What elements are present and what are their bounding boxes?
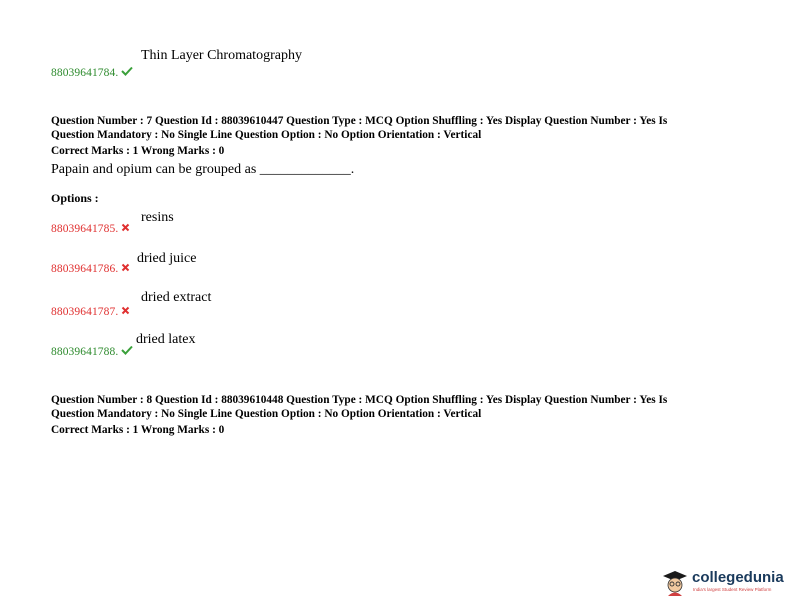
check-icon xyxy=(121,342,133,360)
option-row xyxy=(51,63,133,81)
option-id: 88039641786. xyxy=(51,263,119,275)
question-meta: Question Number : 7 Question Id : 88039610447 Question Type : MCQ Option Shuffling : Yes Display Question Number : Yes Is xyxy=(51,115,668,127)
option-id: 88039641787. xyxy=(51,306,119,318)
option-text: dried latex xyxy=(136,332,196,347)
option-row xyxy=(51,342,133,360)
option-id: 88039641788. xyxy=(51,346,119,358)
option-id: 88039641784. xyxy=(51,67,119,79)
logo-tagline: India's largest Student Review Platform xyxy=(693,587,772,592)
option-text: dried juice xyxy=(137,251,197,266)
question-marks: Correct Marks : 1 Wrong Marks : 0 xyxy=(51,145,225,157)
option-text: dried extract xyxy=(141,290,212,305)
question-meta: Question Mandatory : No Single Line Question Option : No Option Orientation : Vertical xyxy=(51,129,482,141)
cross-icon xyxy=(121,302,130,320)
check-icon xyxy=(121,63,133,81)
cross-icon xyxy=(121,259,130,277)
logo-brand: collegedunia xyxy=(692,569,784,586)
options-label: Options : xyxy=(51,191,99,205)
option-row xyxy=(51,219,130,237)
option-text: resins xyxy=(141,210,174,225)
question-marks: Correct Marks : 1 Wrong Marks : 0 xyxy=(51,424,225,436)
question-meta: Question Mandatory : No Single Line Question Option : No Option Orientation : Vertical xyxy=(51,408,482,420)
graduate-mascot-icon xyxy=(660,568,690,603)
option-row xyxy=(51,302,130,320)
option-text: Thin Layer Chromatography xyxy=(141,48,302,63)
cross-icon xyxy=(121,219,130,237)
option-row xyxy=(51,259,130,277)
question-stem: Papain and opium can be grouped as _____________. xyxy=(51,162,355,177)
question-meta: Question Number : 8 Question Id : 88039610448 Question Type : MCQ Option Shuffling : Yes Display Question Number : Yes Is xyxy=(51,394,668,406)
collegedunia-logo xyxy=(660,565,788,601)
option-id: 88039641785. xyxy=(51,223,119,235)
